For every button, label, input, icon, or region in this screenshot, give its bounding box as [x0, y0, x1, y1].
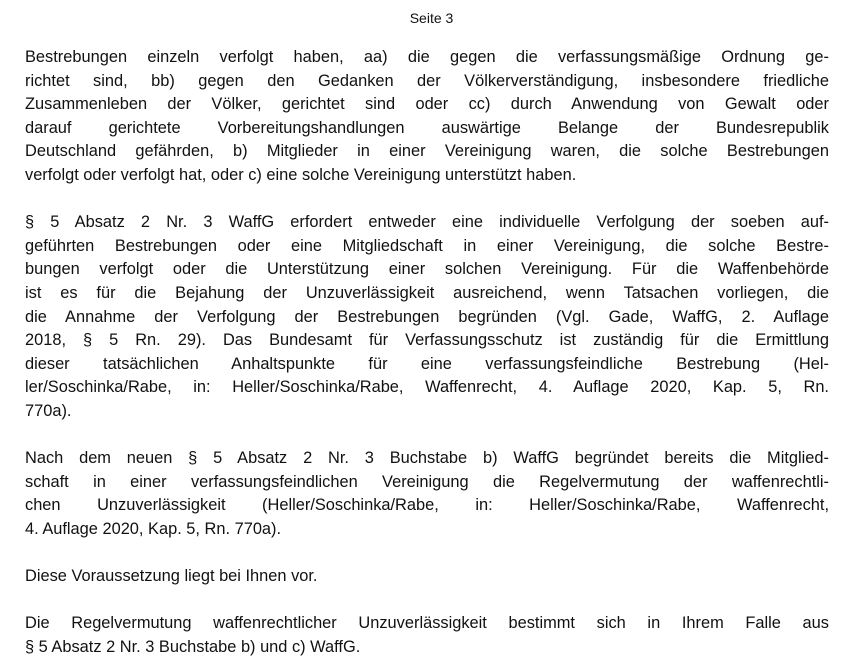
body-text: [25, 46, 829, 659]
text-line: Diese Voraussetzung liegt bei Ihnen vor.: [25, 567, 318, 586]
paragraph-5: [25, 612, 829, 659]
text-line: ist es für die Bejahung der Unzuverlässigkeit ausreichend, wenn Tatsachen vorliegen, die: [25, 283, 829, 302]
paragraph-spacer: [25, 589, 829, 613]
text-line: ler/Soschinka/Rabe, in: Heller/Soschinka/Rabe, Waffenrecht, 4. Auflage 2020, Kap. 5, Rn.: [25, 378, 829, 397]
text-line: geführten Bestrebungen oder eine Mitgliedschaft in einer Vereinigung, die solche Bestre-: [25, 236, 829, 255]
text-line: dieser tatsächlichen Anhaltspunkte für eine verfassungsfeindliche Bestrebung (Hel-: [25, 354, 829, 373]
text-line: bungen verfolgt oder die Unterstützung einer solchen Vereinigung. Für die Waffenbehörde: [25, 260, 829, 279]
paragraph-2: [25, 211, 829, 423]
text-line: schaft in einer verfassungsfeindlichen Vereinigung die Regelvermutung der waffenrechtli-: [25, 472, 829, 491]
text-line: Deutschland gefährden, b) Mitglieder in einer Vereinigung waren, die solche Bestrebungen: [25, 142, 829, 161]
text-line: darauf gerichtete Vorbereitungshandlungen auswärtige Belange der Bundesrepublik: [25, 118, 829, 137]
paragraph-3: [25, 447, 829, 541]
text-line: die Annahme der Verfolgung der Bestrebungen begründen (Vgl. Gade, WaffG, 2. Auflage: [25, 307, 829, 326]
paragraph-spacer: [25, 188, 829, 212]
text-line: verfolgt oder verfolgt hat, oder c) eine solche Vereinigung unterstützt haben.: [25, 165, 577, 184]
paragraph-spacer: [25, 541, 829, 565]
text-line: 770a).: [25, 401, 72, 420]
text-line: richtet sind, bb) gegen den Gedanken der Völkerverständigung, insbesondere friedliche: [25, 71, 829, 90]
paragraph-4: [25, 565, 829, 589]
paragraph-1: [25, 46, 829, 188]
text-line: 2018, § 5 Rn. 29). Das Bundesamt für Verfassungsschutz ist zuständig für die Ermittlung: [25, 331, 829, 350]
text-line: § 5 Absatz 2 Nr. 3 Buchstabe b) und c) WaffG.: [25, 637, 361, 656]
page-number: Seite 3: [409, 10, 454, 26]
text-line: 4. Auflage 2020, Kap. 5, Rn. 770a).: [25, 519, 282, 538]
text-line: Die Regelvermutung waffenrechtlicher Unzuverlässigkeit bestimmt sich in Ihrem Falle aus: [25, 614, 829, 633]
text-line: Nach dem neuen § 5 Absatz 2 Nr. 3 Buchstabe b) WaffG begründet bereits die Mitglied-: [25, 449, 829, 468]
text-line: Zusammenleben der Völker, gerichtet sind oder cc) durch Anwendung von Gewalt oder: [25, 95, 829, 114]
text-line: § 5 Absatz 2 Nr. 3 WaffG erfordert entweder eine individuelle Verfolgung der soeben auf-: [25, 213, 829, 232]
text-line: Bestrebungen einzeln verfolgt haben, aa) die gegen die verfassungsmäßige Ordnung ge-: [25, 48, 829, 66]
text-line: chen Unzuverlässigkeit (Heller/Soschinka/Rabe, in: Heller/Soschinka/Rabe, Waffenrecht,: [25, 496, 829, 515]
paragraph-spacer: [25, 424, 829, 448]
